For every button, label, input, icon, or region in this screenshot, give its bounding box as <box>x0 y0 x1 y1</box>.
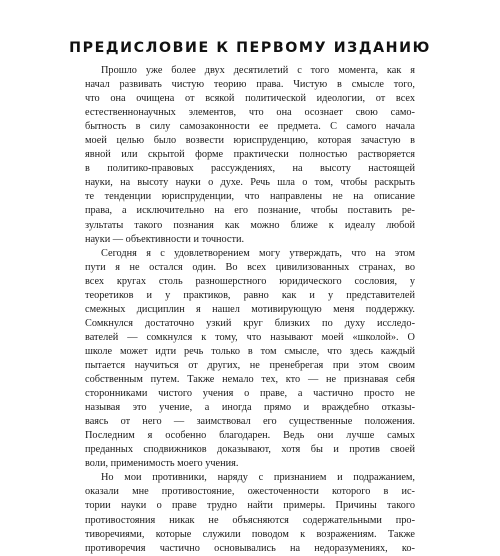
text-line: что она очищена от всякой политической идеологии, от всех <box>85 93 415 105</box>
text-line: тории науки о праве трудно найти примеры. Причины такого <box>85 500 415 512</box>
text-line: естественнонаучных элементов, что она осознает свою само- <box>85 107 415 119</box>
text-line: преданных сподвижников доказывают, хотя бы и против своей <box>85 444 415 456</box>
text-line: всех кругах столь разношерстного юридического сословия, у <box>85 275 415 287</box>
text-line: Прошло уже более двух десятилетий с того момента, как я <box>101 65 415 76</box>
text-line: собственным путем. Также немало тех, кто — не признавая себя <box>85 374 415 386</box>
text-line: сторонниками чистого учения о праве, а частично просто не <box>85 388 415 400</box>
text-line: начал развивать чистую теорию права. Чистую в смысле того, <box>85 79 415 91</box>
text-line: науки — объективности и точности. <box>85 233 245 245</box>
text-line: тиворечиями, которые служили поводом к возражениям. Также <box>85 528 415 540</box>
text-line: права, а исключительно на его познание, чтобы поставить ре- <box>85 205 415 217</box>
text-line: пытается научиться от других, не пренебрегая при этом своим <box>85 359 415 371</box>
body-text <box>85 64 415 556</box>
text-line: оказали мне противостояние, ожесточенности которого в ис- <box>85 486 415 498</box>
text-line: воли, применимость моего учения. <box>85 458 239 470</box>
text-line: противостояния никак не объясняются содержательными про- <box>85 514 415 526</box>
text-line: в политико-правовых рассуждениях, на высоту настоящей <box>85 163 415 175</box>
text-line: называя это учение, а иногда прямо и враждебно отказы- <box>85 402 415 414</box>
text-line: те тенденции юриспруденции, что направлены не на описание <box>85 191 415 203</box>
text-line: явной или скрытой форме практически полностью растворяется <box>85 149 415 161</box>
text-line: бытность в силу самозаконности ее предмета. С самого начала <box>85 121 415 133</box>
text-line: ваясь от него — заимствовал его существенные положения. <box>85 416 415 428</box>
text-line: противоречия частично основывались на недоразумениях, ко- <box>85 542 415 554</box>
chapter-title: ПРЕДИСЛОВИЕ К ПЕРВОМУ ИЗДАНИЮ <box>69 40 431 56</box>
text-line: Но мои противники, наряду с признанием и подражанием, <box>101 472 415 484</box>
text-line: зультаты такого познания как можно ближе к идеалу любой <box>85 219 415 231</box>
text-line: вателей — сомкнулся к тому, что называют моей «школой». О <box>85 331 415 343</box>
text-line: Сегодня я с удовлетворением могу утверждать, что на этом <box>101 247 415 259</box>
text-line: школе может идти речь только в том смысле, что здесь каждый <box>85 345 415 357</box>
text-line: Последним я особенно благодарен. Ведь они лучше самых <box>85 430 415 442</box>
text-line: Сомкнулся достаточно узкий круг близких по духу исследо- <box>85 317 415 329</box>
text-line: смежных дисциплин я нашел мотивирующую меня поддержку. <box>85 303 415 315</box>
text-line: пути я не остался один. Во всех цивилизованных странах, во <box>85 261 415 273</box>
text-line: теоретиков и у практиков, равно как и у представителей <box>85 289 415 301</box>
text-line: моей целью было возвести юриспруденцию, которая зачастую в <box>85 135 415 147</box>
text-line: науки, на высоту науки о духе. Речь шла о том, чтобы раскрыть <box>85 177 415 189</box>
